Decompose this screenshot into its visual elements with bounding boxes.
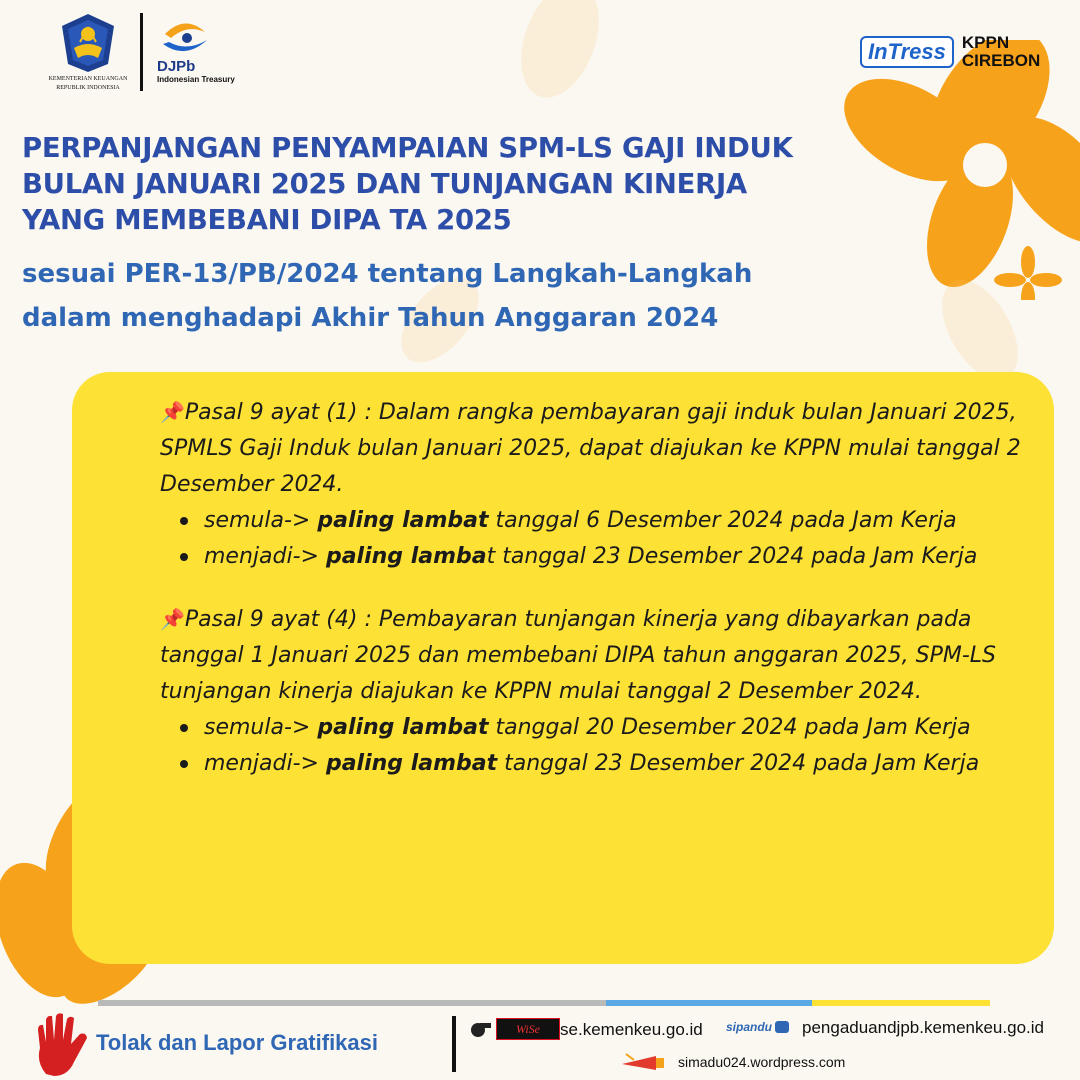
section-1-list [160,503,1030,575]
section-2-list [160,710,1030,782]
djpb-name: DJPb [157,58,196,75]
red-hand-icon [34,1012,94,1078]
bullet-prefix: semula-> [204,715,318,740]
kppn-line-1: KPPN [961,33,1010,52]
bullet-bold: paling lambat [317,508,489,533]
page-subtitle [22,252,882,340]
footer-bar-blue [606,1000,812,1006]
simadu-url[interactable]: simadu024.wordpress.com [678,1054,846,1070]
subtitle-line: dalam menghadapi Akhir Tahun Anggaran 2024 [22,303,719,333]
section-2-text: Pasal 9 ayat (4) : Pembayaran tunjangan kinerja yang dibayarkan pada tanggal 1 Januari 2025 dan membebani DIPA tahun anggaran 2025, SPM-LS tunjangan kinerja diajukan ke KPPN mulai tanggal 2 Desember 2024. [160,607,997,704]
djpb-logo [157,20,235,84]
bullet-bold: paling lamba [325,544,487,569]
title-line: YANG MEMBEBANI DIPA TA 2025 [22,204,512,236]
bullet-rest: t tanggal 23 Desember 2024 pada Jam Kerja [486,544,978,569]
kppn-line-2: CIREBON [961,51,1041,70]
pushpin-icon: 📌 [160,607,185,631]
kemenkeu-logo [48,12,128,92]
tolak-gratifikasi-text: Tolak dan Lapor Gratifikasi [96,1030,378,1055]
bullet-prefix: menjadi-> [204,751,326,776]
megaphone-icon [620,1052,670,1074]
kemenkeu-caption-1: KEMENTERIAN KEUANGAN [48,76,128,82]
list-item [204,503,1030,539]
kppn-label [962,34,1040,70]
footer-color-bar [98,1000,990,1006]
djpb-subtitle: Indonesian Treasury [157,75,235,84]
wise-logo-text: WiSe [496,1018,560,1040]
bullet-prefix: semula-> [204,508,318,533]
wise-url[interactable]: wise.kemenkeu.go.id [544,1020,703,1039]
footer-bar-gray [98,1000,606,1006]
content-body [160,394,1030,782]
kemenkeu-caption-2: REPUBLIK INDONESIA [56,85,120,91]
list-item [204,710,1030,746]
bullet-rest: tanggal 23 Desember 2024 pada Jam Kerja [497,751,980,776]
intress-logo-text: InTress [868,39,946,64]
pengaduan-url[interactable]: pengaduandjpb.kemenkeu.go.id [802,1018,1044,1037]
list-item [204,746,1030,782]
list-item [204,539,1030,575]
djpb-emblem-icon [157,20,213,62]
bullet-rest: tanggal 6 Desember 2024 pada Jam Kerja [488,508,957,533]
title-line: PERPANJANGAN PENYAMPAIAN SPM-LS GAJI INDUK [22,132,793,164]
sipandu-logo-text: sipandu [726,1020,773,1034]
section-gap [160,575,1030,601]
bullet-bold: paling lambat [325,751,498,776]
bullet-prefix: menjadi-> [204,544,326,569]
section-1-text: Pasal 9 ayat (1) : Dalam rangka pembayaran gaji induk bulan Januari 2025, SPMLS Gaji Induk bulan Januari 2025, dapat diajukan ke KPPN mulai tanggal 2 Desember 2024. [160,400,1021,497]
page-title [22,130,922,238]
pushpin-icon: 📌 [160,400,185,424]
section-1-paragraph [160,394,1030,503]
whistle-icon [470,1020,492,1038]
section-2-paragraph [160,601,1030,710]
bullet-bold: paling lambat [317,715,489,740]
footer-bar-yellow [812,1000,990,1006]
chat-bubble-icon [775,1021,789,1033]
subtitle-line: sesuai PER-13/PB/2024 tentang Langkah-Langkah [22,259,753,289]
logo-divider [140,13,143,91]
intress-kppn-logo [860,34,1040,70]
sipandu-logo [726,1020,789,1034]
footer-divider [452,1016,456,1072]
header-logos [48,12,235,92]
bullet-rest: tanggal 20 Desember 2024 pada Jam Kerja [488,715,971,740]
title-line: BULAN JANUARI 2025 DAN TUNJANGAN KINERJA [22,168,747,200]
intress-logo [860,36,954,68]
kemenkeu-emblem-icon [58,12,118,74]
